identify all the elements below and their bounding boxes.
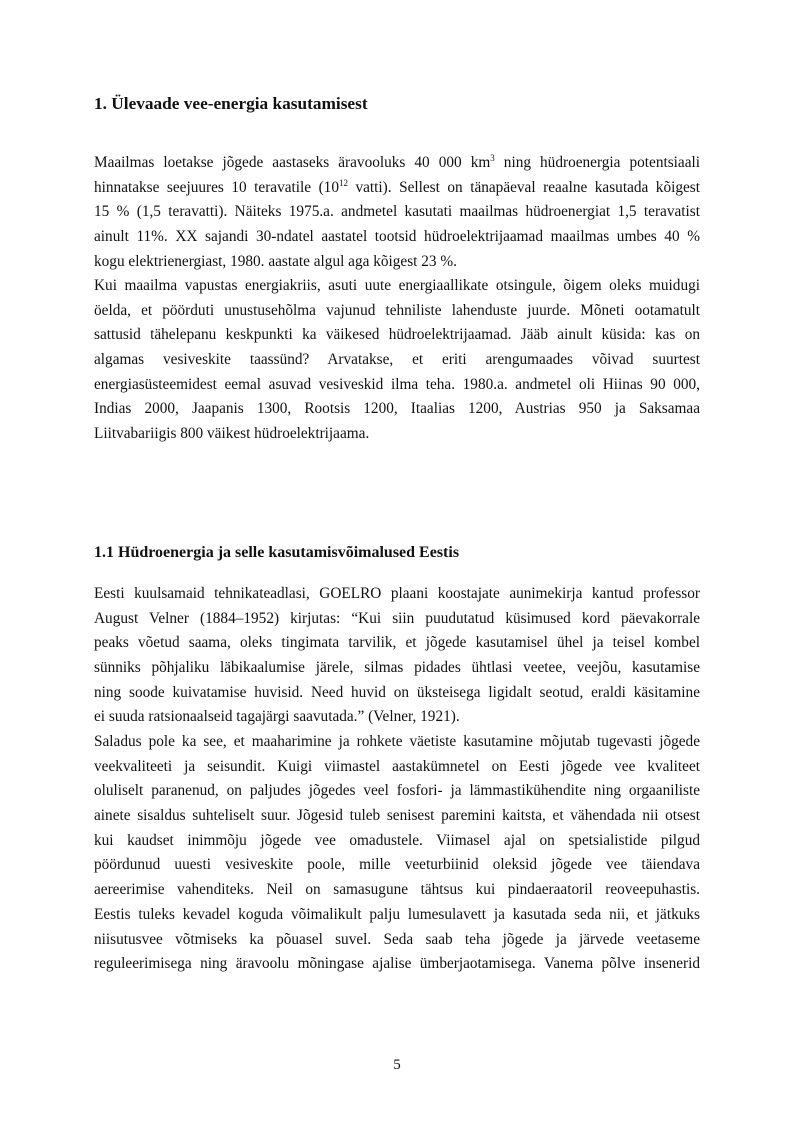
text-line: Eesti kuulsamaid tehnikateadlasi, GOELRO plaani koostajate aunimekirja kantud professor [94,585,700,602]
text-line: energiasüsteemidest eemal asuvad vesiveskid ilma teha. 1980.a. andmetel oli Hiinas 90 000, [94,375,700,393]
text-line: Eestis tuleks kevadel koguda võimalikult palju lumesulavett ja kasutada seda nii, et jätkuks [94,905,700,923]
text-line: sünniks põhjaliku läbikaalumise järele, silmas pidades ühtlasi veetee, veejõu, kasutamise [94,659,700,677]
text-line: Saladus pole ka see, et maaharimine ja rohkete väetiste kasutamine mõjutab tugevasti jõgede [94,733,700,750]
text-line: reguleerimisega ning äravoolu mõningase ajalise ümberjaotamisega. Vanema põlve insenerid [94,955,700,973]
section-heading: 1.1 Hüdroenergia ja selle kasutamisvõimalused Eestis [94,544,460,561]
text-line: aereerimise vahenditeks. Neil on samasugune tähtsus kui pindaeraatoril reoveepuhastis. [94,881,700,899]
text-line: ei suuda ratsionaalseid tagajärgi saavutada.” (Velner, 1921). [94,708,460,726]
text-line: Kui maailma vapustas energiakriis, asuti uute energiaallikate otsingule, õigem oleks muidugi [94,277,700,294]
text-line: niisutusvee võtmiseks ka põuasel suvel. Seda saab teha jõgede ja järvede veetaseme [94,930,700,948]
text-line: kui kaudset inimmõju jõgede vee omadustele. Viimasel ajal on spetsialistide pilgud [94,831,700,849]
text-line: 15 % (1,5 teravatti). Näiteks 1975.a. andmetel kasutati maailmas hüdroenergiat 1,5 teravatist [94,203,700,221]
text-line: ainult 11%. XX sajandi 30-ndatel aastatel tootsid hüdroelektrijaamad maailmas umbes 40 % [94,228,700,246]
text-line: peaks võetud saama, oleks tingimata tarvilik, et jõgede kasutamisel ühel ja teisel kombel [94,634,700,652]
text-line: sattusid tähelepanu keskpunkti ka väikesed hüdroelektrijaamad. Jääb ainult küsida: kas on [94,326,700,344]
text-line: öelda, et pöörduti unustusehõlma vajunud tehniliste lahenduste juurde. Mõneti ootamatult [94,301,700,319]
text-line: algamas vesiveskite taassünd? Arvatakse, et eriti arengumaades võivad suurtest [94,351,700,369]
paragraph-velner-quote [94,582,700,730]
chapter-heading: 1. Ülevaade vee-energia kasutamisest [94,94,368,113]
text-line: ainete sisaldus suhteliselt suur. Jõgesid tuleb senisest paremini kaitsta, et vähendada nii otsest [94,807,700,825]
paragraph-world-hydro [94,151,700,274]
text-line: veekvaliteeti ja seisundit. Kuigi viimastel aastakümnetel on Eesti jõgede vee kvaliteet [94,757,700,775]
text-line: Liitvabariigis 800 väikest hüdroelektrijaama. [94,425,370,443]
text-line: August Velner (1884–1952) kirjutas: “Kui siin puudutatud küsimused kord päevakorrale [94,609,700,627]
text-line: oluliselt paranenud, on paljudes jõgedes veel fosfori- ja lämmastikühendite ning orgaaniliste [94,782,700,800]
paragraph-water-quality [94,730,700,977]
page-number: 5 [393,1057,401,1073]
paragraph-energy-crisis [94,274,700,447]
text-line: kogu elektrienergiast, 1980. aastate algul aga kõigest 23 %. [94,252,457,270]
text-line: Indias 2000, Jaapanis 1300, Rootsis 1200, Itaalias 1200, Austrias 950 ja Saksamaa [94,400,700,418]
text-line: ning soode kuivatamise huvisid. Need huvid on üksteisega ligidalt seotud, eraldi käsitamine [94,683,700,701]
text-line: Maailmas loetakse jõgede aastaseks äravooluks 40 000 $km^3$ ning hüdroenergia potentsiaali [94,153,700,171]
text-line: pöördunud uuesti vesiveskite poole, mille veeturbiinid oleksid jõgede vee täiendava [94,856,700,874]
text-line: hinnatakse seejuures 10 teravatile ($10^{12}$ vatti). Sellest on tänapäeval reaalne kasutada kõigest [94,177,700,196]
